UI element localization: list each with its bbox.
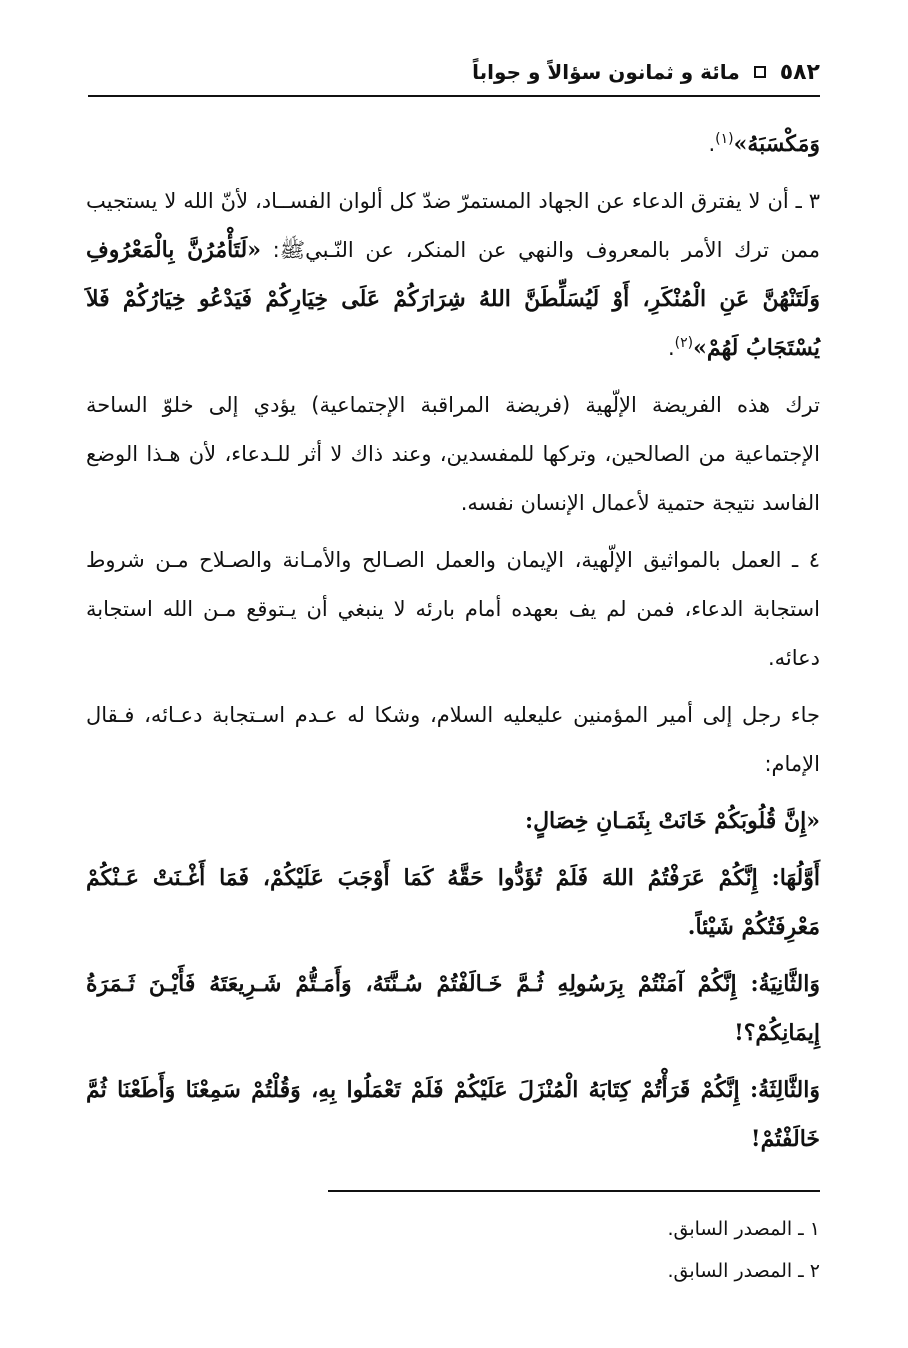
- footnote-2: ٢ ـ المصدر السابق.: [667, 1260, 820, 1282]
- paragraph-4: ٤ ـ العمل بالمواثيق الإلّهية، الإيمان والعمل الصـالح والأمـانة والصـلاح مـن شروط استجابة الدعاء، فمن لم يف بعهده أمام بارئه لا ينبغي أن يـتوقع مـن الله استجابة دعائه.: [86, 548, 820, 670]
- page-header: [88, 52, 820, 92]
- footnote-1: ١ ـ المصدر السابق.: [667, 1218, 820, 1240]
- footnote-ref-2: (٢): [674, 335, 694, 351]
- quote-fragment: وَمَكْسَبَهُ»: [733, 131, 820, 157]
- header-box-icon: [754, 66, 766, 78]
- paragraph-3: ترك هذه الفريضة الإلّهية (فريضة المراقبة الإجتماعية) يؤدي إلى خلوّ الساحة الإجتماعية من الصالحين، وتركها للمفسدين، وعند ذاك لا أثر للـدعاء، لأن هـذا الوضع الفاسد نتيجة حتمية لأعمال الإنسان نفسه.: [86, 393, 820, 515]
- paragraph-9: وَالثَّالِثَةُ: إِنَّكُمْ قَرَأْتُمْ كِتَابَهُ الْمُنْزَلَ عَلَيْكُمْ فَلَمْ تَعْمَلُوا بِهِ، وَقُلْتُمْ سَمِعْنَا وَأَطَعْنَا ثُمَّ خَالَفْتُمْ!: [86, 1077, 820, 1152]
- paragraph-5: جاء رجل إلى أمير المؤمنين عليعليه السلام، وشكا له عـدم اسـتجابة دعـائه، فـقال الإمام:: [86, 703, 820, 776]
- paragraph-2-tail: .: [667, 336, 675, 360]
- footnotes: [88, 1208, 820, 1292]
- paragraph-2-text: ٣ ـ أن لا يفترق الدعاء عن الجهاد المستمرّ ضدّ كل ألوان الفســاد، لأنّ الله لا يستجيب ممن ترك الأمر بالمعروف والنهي عن المنكر، عن النّـبي‏ﷺ:: [86, 189, 820, 262]
- footnote-divider: [328, 1190, 820, 1192]
- page-body: [86, 120, 820, 1172]
- paragraph-7: أَوَّلُهَا: إِنَّكُمْ عَرَفْتُمُ اللهَ فَلَمْ تُؤَدُّوا حَقَّهُ كَمَا أَوْجَبَ عَلَيْكُمْ، فَمَا أَغْـنَتْ عَـنْكُمْ مَعْرِفَتُكُمْ شَيْئاً.: [86, 865, 820, 940]
- footnote-ref-1: (١): [715, 131, 734, 147]
- hadith-quote: «لَتَأْمُرُنَّ بِالْمَعْرُوفِ وَلَتَنْهُنَّ عَنِ الْمُنْكَرِ، أَوْ لَيُسَلِّطَنَّ اللهُ شِرَارَكُمْ عَلَى خِيَارِكُمْ فَيَدْعُو خِيَارُكُمْ فَلاَ يُسْتَجَابُ لَهُمْ»: [86, 237, 820, 361]
- paragraph-2: [86, 177, 820, 373]
- paragraph-1: [86, 120, 820, 169]
- header-divider: [88, 95, 820, 97]
- book-title: مائة و ثمانون سؤالاً و جواباً: [472, 60, 740, 84]
- paragraph-1-tail: .: [708, 132, 716, 156]
- paragraph-6: «إِنَّ قُلُوبَكُمْ خَانَتْ بِثَمَـانِ خِصَالٍ:: [524, 808, 820, 834]
- page-number: ٥٨٢: [779, 59, 820, 85]
- paragraph-8: وَالثَّانِيَةُ: إِنَّكُمْ آمَنْتُمْ بِرَسُولِهِ ثُـمَّ خَـالَفْتُمْ سُـنَّتَهُ، وَأَمَـتُّمْ شَـرِيعَتَهُ فَأَيْـنَ ثَـمَرَةُ إِيمَانِكُمْ؟!: [86, 971, 820, 1046]
